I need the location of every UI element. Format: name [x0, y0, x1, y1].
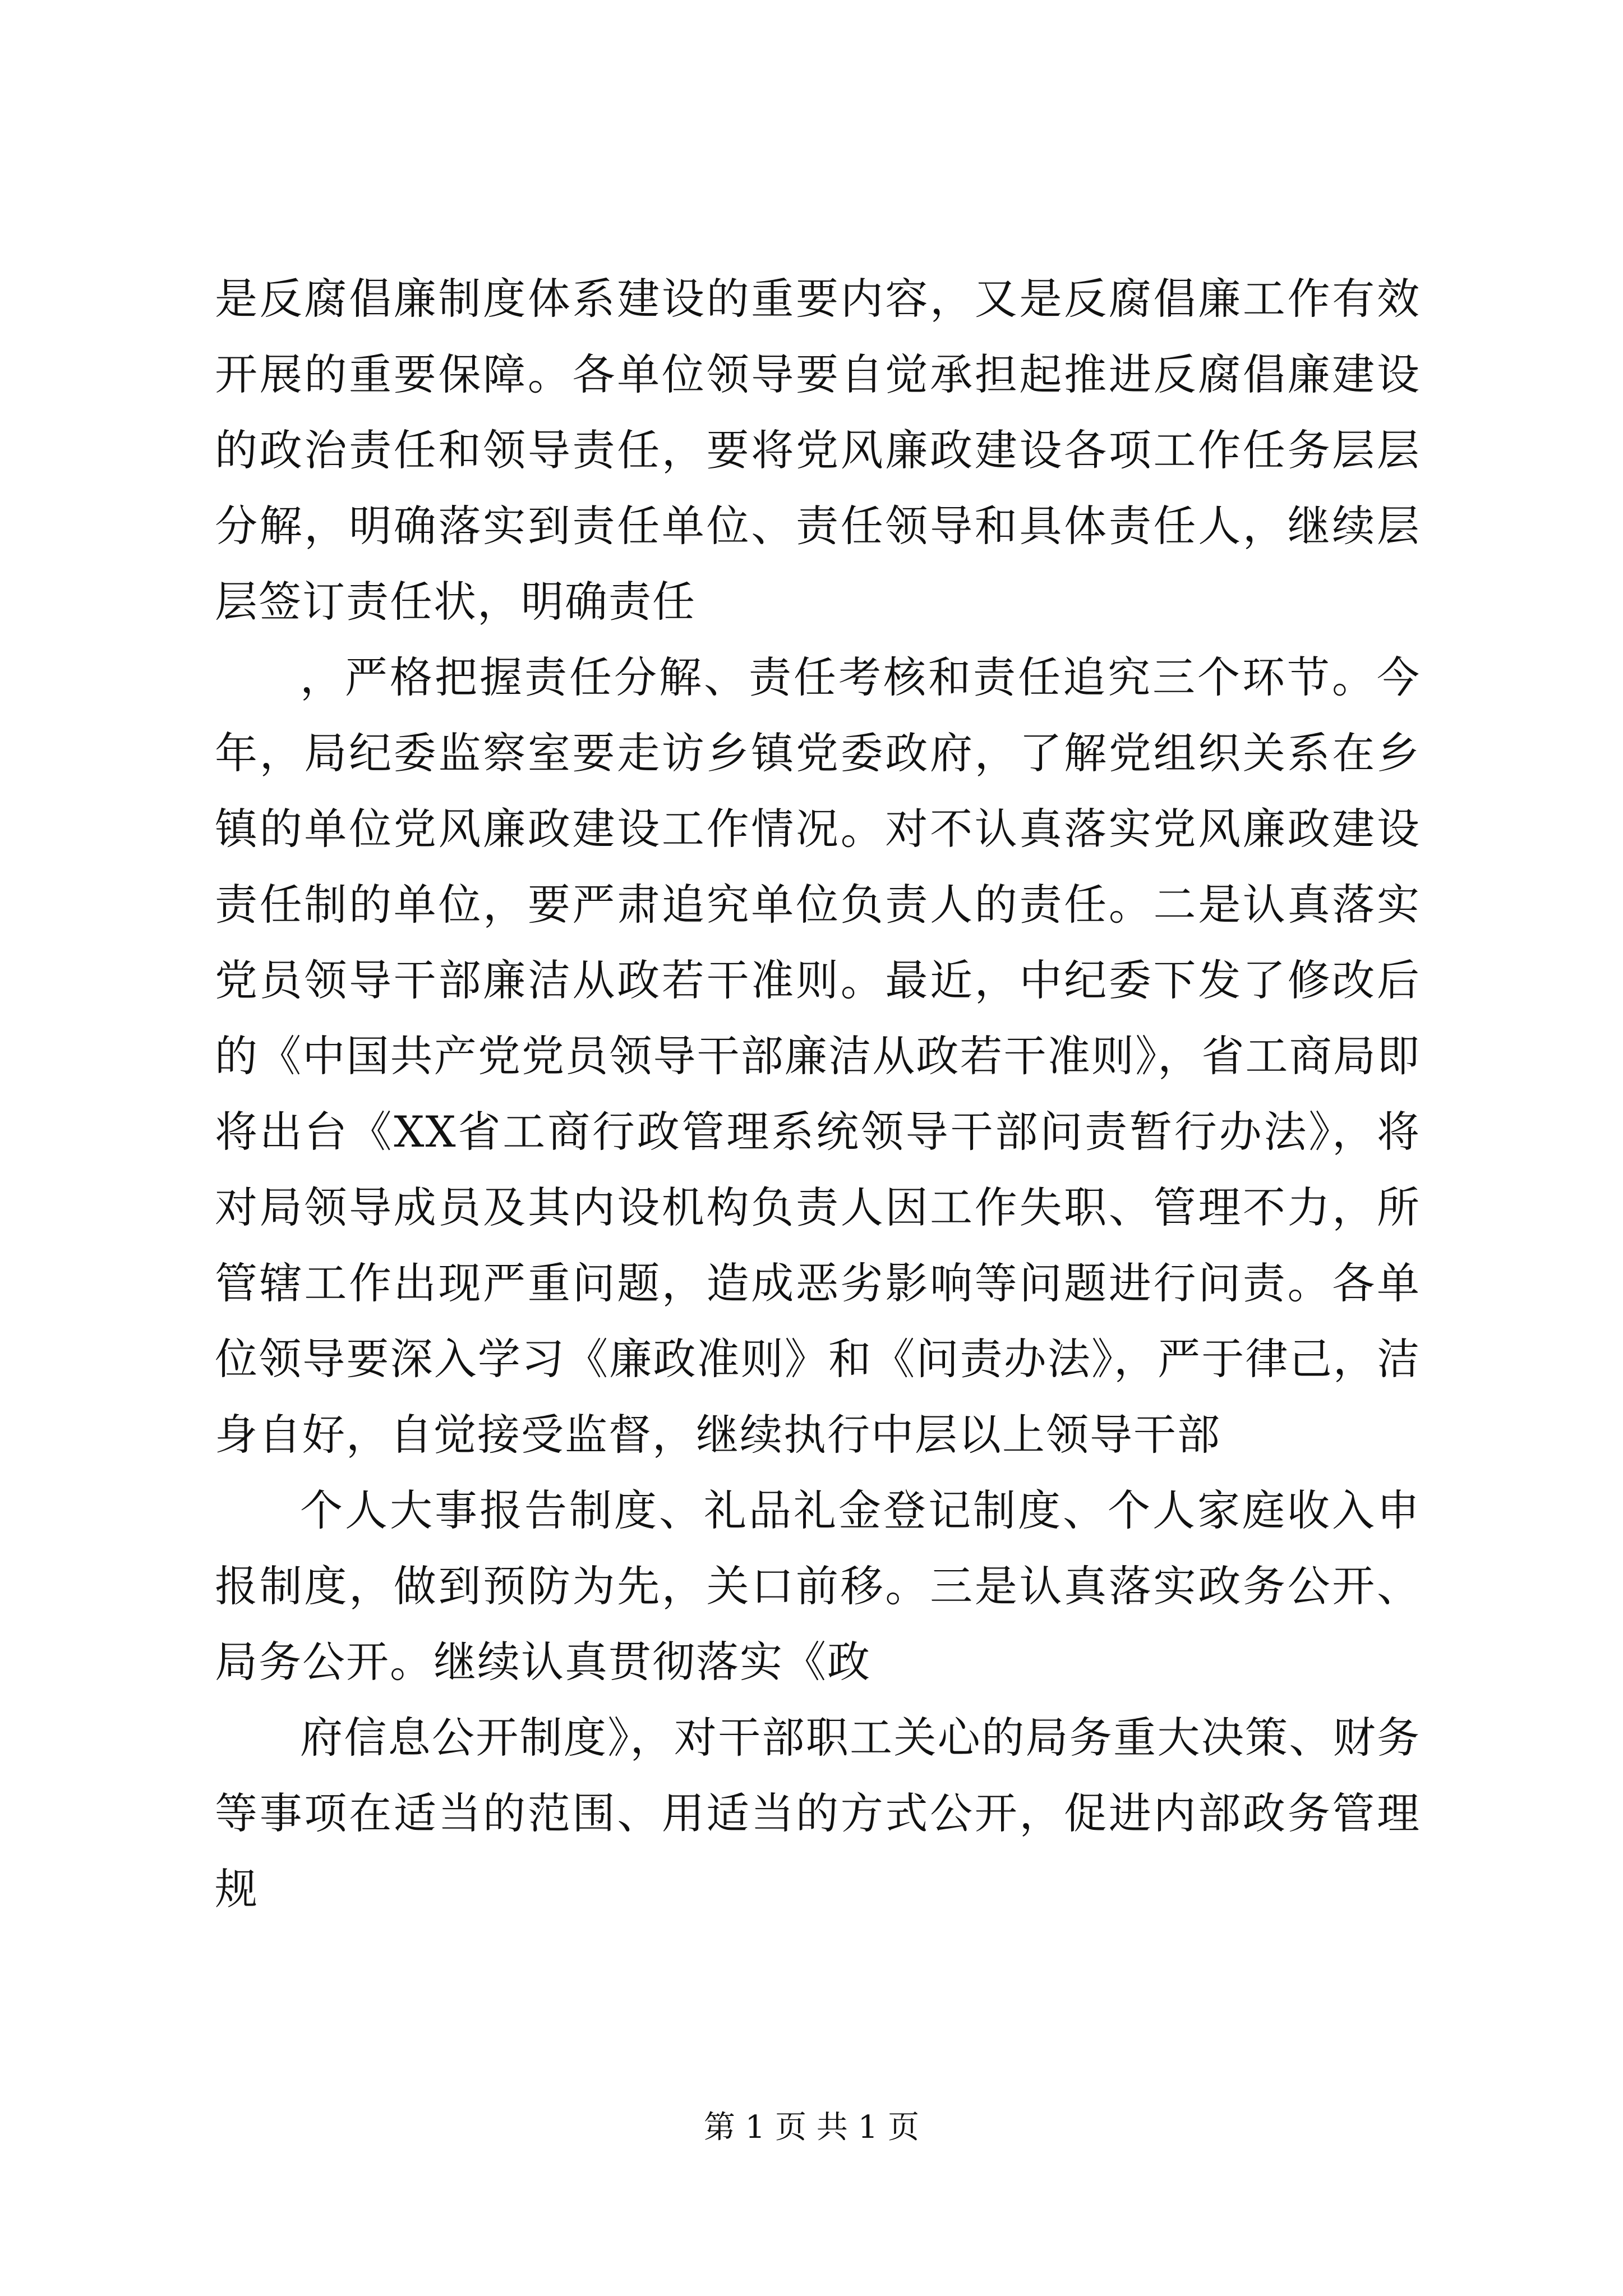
paragraph-3: 个人大事报告制度、礼品礼金登记制度、个人家庭收入申报制度，做到预防为先，关口前移。三是认真落实政务公开、局务公开。继续认真贯彻落实《政 [215, 1485, 1421, 1687]
paragraph-4: 府信息公开制度》，对干部职工关心的局务重大决策、财务等事项在适当的范围、用适当的方式公开，促进内部政务管理规 [215, 1713, 1421, 1914]
document-body [215, 261, 1421, 1927]
paragraph-1: 是反腐倡廉制度体系建设的重要内容，又是反腐倡廉工作有效开展的重要保障。各单位领导要自觉承担起推进反腐倡廉建设的政治责任和领导责任，要将党风廉政建设各项工作任务层层分解，明确落实到责任单位、责任领导和具体责任人，继续层层签订责任状，明确责任 [215, 274, 1421, 627]
page-footer: 第 1 页 共 1 页 [703, 2109, 920, 2146]
paragraph-2: ，严格把握责任分解、责任考核和责任追究三个环节。今年，局纪委监察室要走访乡镇党委政府，了解党组织关系在乡镇的单位党风廉政建设工作情况。对不认真落实党风廉政建设责任制的单位，要严肃追究单位负责人的责任。二是认真落实党员领导干部廉洁从政若干准则。最近，中纪委下发了修改后的《中国共产党党员领导干部廉洁从政若干准则》，省工商局即将出台《XX省工商行政管理系统领导干部问责暂行办法》，将对局领导成员及其内设机构负责人因工作失职、管理不力，所管辖工作出现严重问题，造成恶劣影响等问题进行问责。各单位领导要深入学习《廉政准则》和《问责办法》，严于律己，洁身自好，自觉接受监督，继续执行中层以上领导干部 [215, 652, 1421, 1460]
